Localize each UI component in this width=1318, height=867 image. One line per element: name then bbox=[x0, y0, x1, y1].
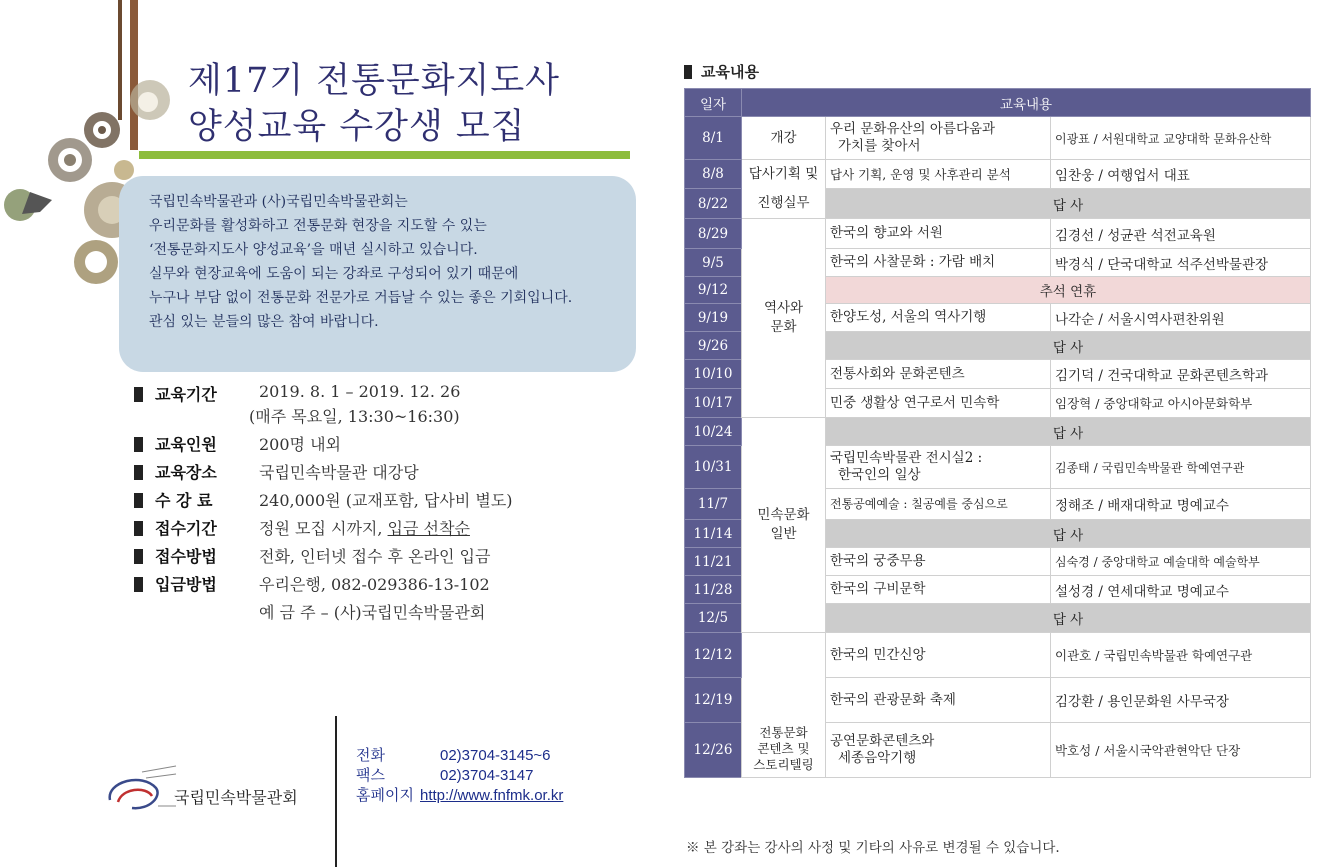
row-date: 8/8 bbox=[685, 160, 742, 189]
row-date: 8/1 bbox=[685, 117, 742, 160]
row-subject: 한국의 관광문화 축제 bbox=[826, 678, 1051, 723]
row-lecturer: 박경식 / 단국대학교 석주선박물관장 bbox=[1051, 249, 1311, 277]
row-lecturer: 이광표 / 서원대학교 교양대학 문화유산학 bbox=[1051, 117, 1311, 160]
contact-fax bbox=[356, 766, 563, 786]
row-lecturer: 임장혁 / 중앙대학교 아시아문화학부 bbox=[1051, 389, 1311, 418]
row-date: 11/21 bbox=[685, 548, 742, 576]
accent-divider bbox=[139, 151, 630, 159]
contact-value: 02)3704-3147 bbox=[440, 767, 534, 784]
table-row bbox=[685, 219, 1311, 249]
info-label: 입금방법 bbox=[155, 575, 217, 594]
row-lecturer: 심숙경 / 중앙대학교 예술대학 예술학부 bbox=[1051, 548, 1311, 576]
table-row bbox=[685, 160, 1311, 189]
row-lecturer: 김종태 / 국립민속박물관 학예연구관 bbox=[1051, 446, 1311, 489]
row-date: 12/19 bbox=[685, 678, 742, 723]
row-date: 12/5 bbox=[685, 604, 742, 633]
field-trip-cell: 답 사 bbox=[826, 418, 1311, 446]
contact-block bbox=[356, 746, 563, 806]
row-subject: 공연문화콘텐츠와 세종음악기행 bbox=[826, 723, 1051, 778]
bullet-icon bbox=[134, 387, 143, 402]
row-date: 12/12 bbox=[685, 633, 742, 678]
org-name: 국립민속박물관회 bbox=[174, 788, 298, 807]
intro-line: 누구나 부담 없이 전통문화 전문가로 거듭날 수 있는 좋은 기회입니다. bbox=[149, 290, 573, 306]
row-date: 11/14 bbox=[685, 520, 742, 548]
info-place bbox=[134, 460, 634, 488]
info-label: 접수기간 bbox=[155, 519, 217, 538]
bullet-icon bbox=[134, 521, 143, 536]
bullet-icon bbox=[134, 437, 143, 452]
info-payment bbox=[134, 572, 634, 600]
intro-box bbox=[119, 176, 636, 372]
bullet-icon bbox=[134, 577, 143, 592]
field-trip-cell: 답 사 bbox=[826, 520, 1311, 548]
row-lecturer: 정해조 / 배재대학교 명예교수 bbox=[1051, 489, 1311, 520]
table-row bbox=[685, 189, 1311, 219]
header-date: 일자 bbox=[685, 89, 742, 117]
info-value: 240,000원 (교재포함, 답사비 별도) bbox=[259, 491, 513, 510]
info-value: 2019. 8. 1 – 2019. 12. 26 bbox=[259, 382, 461, 401]
category-cell: 개강 bbox=[742, 117, 826, 160]
row-date: 10/24 bbox=[685, 418, 742, 446]
category-cell: 전통문화 콘텐츠 및 스토리텔링 bbox=[742, 633, 826, 778]
bullet-icon bbox=[684, 65, 692, 79]
info-value: 국립민속박물관 대강당 bbox=[259, 463, 419, 482]
row-subject: 우리 문화유산의 아름다움과 가치를 찾아서 bbox=[826, 117, 1051, 160]
info-label: 교육장소 bbox=[155, 463, 217, 482]
info-label: 수 강 료 bbox=[155, 491, 213, 510]
row-date: 9/5 bbox=[685, 249, 742, 277]
category-cell: 답사기획 및 bbox=[742, 160, 826, 189]
info-value: 우리은행, 082-029386-13-102 bbox=[259, 575, 490, 594]
table-row bbox=[685, 633, 1311, 678]
info-value: 예 금 주 – (사)국립민속박물관회 bbox=[259, 603, 486, 622]
row-date: 10/31 bbox=[685, 446, 742, 489]
info-payment-holder bbox=[134, 600, 634, 628]
category-cell: 역사와 문화 bbox=[742, 219, 826, 418]
row-lecturer: 이관호 / 국립민속박물관 학예연구관 bbox=[1051, 633, 1311, 678]
page-title bbox=[188, 58, 560, 150]
field-trip-cell: 답 사 bbox=[826, 189, 1311, 219]
title-line-2: 양성교육 수강생 모집 bbox=[188, 107, 526, 147]
footer-divider bbox=[335, 716, 337, 867]
row-subject: 한국의 구비문학 bbox=[826, 576, 1051, 604]
row-date: 11/7 bbox=[685, 489, 742, 520]
row-date: 12/26 bbox=[685, 723, 742, 778]
row-subject: 한국의 궁중무용 bbox=[826, 548, 1051, 576]
row-lecturer: 설성경 / 연세대학교 명예교수 bbox=[1051, 576, 1311, 604]
table-header bbox=[685, 89, 1311, 117]
table-row bbox=[685, 418, 1311, 446]
bullet-icon bbox=[134, 549, 143, 564]
info-period-sub bbox=[134, 404, 634, 432]
intro-line: 실무와 현장교육에 도움이 되는 강좌로 구성되어 있기 때문에 bbox=[149, 266, 519, 282]
contact-phone bbox=[356, 746, 563, 766]
bullet-icon bbox=[134, 465, 143, 480]
category-cell: 진행실무 bbox=[742, 189, 826, 219]
category-cell: 민속문화 일반 bbox=[742, 418, 826, 633]
row-lecturer: 임찬웅 / 여행업서 대표 bbox=[1051, 160, 1311, 189]
contact-label: 팩스 bbox=[356, 767, 385, 784]
row-subject: 답사 기획, 운영 및 사후관리 분석 bbox=[826, 160, 1051, 189]
info-apply-method bbox=[134, 544, 634, 572]
field-trip-cell: 답 사 bbox=[826, 604, 1311, 633]
info-value: (매주 목요일, 13:30~16:30) bbox=[249, 407, 460, 426]
contact-web bbox=[356, 786, 563, 806]
row-subject: 전통공예예술 : 칠공예를 중심으로 bbox=[826, 489, 1051, 520]
footnote: ※ 본 강좌는 강사의 사정 및 기타의 사유로 변경될 수 있습니다. bbox=[686, 840, 1060, 856]
row-subject: 한국의 사찰문화 : 가람 배치 bbox=[826, 249, 1051, 277]
info-people bbox=[134, 432, 634, 460]
contact-value: 02)3704-3145~6 bbox=[440, 747, 551, 764]
row-date: 11/28 bbox=[685, 576, 742, 604]
row-date: 9/19 bbox=[685, 304, 742, 332]
row-subject: 한국의 민간신앙 bbox=[826, 633, 1051, 678]
info-value: 전화, 인터넷 접수 후 온라인 입금 bbox=[259, 547, 491, 566]
info-label: 교육기간 bbox=[155, 385, 217, 404]
info-fee bbox=[134, 488, 634, 516]
row-subject: 국립민속박물관 전시실2 : 한국인의 일상 bbox=[826, 446, 1051, 489]
row-date: 9/26 bbox=[685, 332, 742, 360]
holiday-cell: 추석 연휴 bbox=[826, 277, 1311, 304]
first-come-note: 입금 선착순 bbox=[387, 519, 470, 538]
contact-label: 홈페이지 bbox=[356, 787, 414, 804]
section-title bbox=[684, 61, 759, 82]
table-row bbox=[685, 117, 1311, 160]
row-date: 10/10 bbox=[685, 360, 742, 389]
info-label: 접수방법 bbox=[155, 547, 217, 566]
section-title-text: 교육내용 bbox=[701, 63, 759, 81]
field-trip-cell: 답 사 bbox=[826, 332, 1311, 360]
row-lecturer: 김경선 / 성균관 석전교육원 bbox=[1051, 219, 1311, 249]
row-lecturer: 나각순 / 서울시역사편찬위원 bbox=[1051, 304, 1311, 332]
row-subject: 민중 생활상 연구로서 민속학 bbox=[826, 389, 1051, 418]
info-value: 정원 모집 시까지, bbox=[259, 519, 388, 538]
bullet-icon bbox=[134, 493, 143, 508]
info-list bbox=[134, 382, 634, 628]
row-date: 8/29 bbox=[685, 219, 742, 249]
info-label: 교육인원 bbox=[155, 435, 217, 454]
website-link[interactable]: http://www.fnfmk.or.kr bbox=[420, 787, 564, 804]
row-lecturer: 박호성 / 서울시국악관현악단 단장 bbox=[1051, 723, 1311, 778]
title-line-1: 제17기 전통문화지도사 bbox=[188, 61, 560, 101]
info-apply-period bbox=[134, 516, 634, 544]
info-value: 200명 내외 bbox=[259, 435, 341, 454]
intro-line: 국립민속박물관과 (사)국립민속박물관회는 bbox=[149, 194, 408, 210]
row-date: 8/22 bbox=[685, 189, 742, 219]
row-date: 9/12 bbox=[685, 277, 742, 304]
row-lecturer: 김기덕 / 건국대학교 문화콘텐츠학과 bbox=[1051, 360, 1311, 389]
intro-line: ‘전통문화지도사 양성교육’을 매년 실시하고 있습니다. bbox=[149, 242, 478, 258]
row-subject: 전통사회와 문화콘텐츠 bbox=[826, 360, 1051, 389]
row-date: 10/17 bbox=[685, 389, 742, 418]
schedule-table bbox=[684, 88, 1311, 778]
row-subject: 한국의 향교와 서원 bbox=[826, 219, 1051, 249]
contact-label: 전화 bbox=[356, 747, 385, 764]
header-content: 교육내용 bbox=[742, 89, 1311, 117]
intro-line: 우리문화를 활성화하고 전통문화 현장을 지도할 수 있는 bbox=[149, 218, 487, 234]
intro-line: 관심 있는 분들의 많은 참여 바랍니다. bbox=[149, 314, 379, 330]
row-lecturer: 김강환 / 용인문화원 사무국장 bbox=[1051, 678, 1311, 723]
row-subject: 한양도성, 서울의 역사기행 bbox=[826, 304, 1051, 332]
